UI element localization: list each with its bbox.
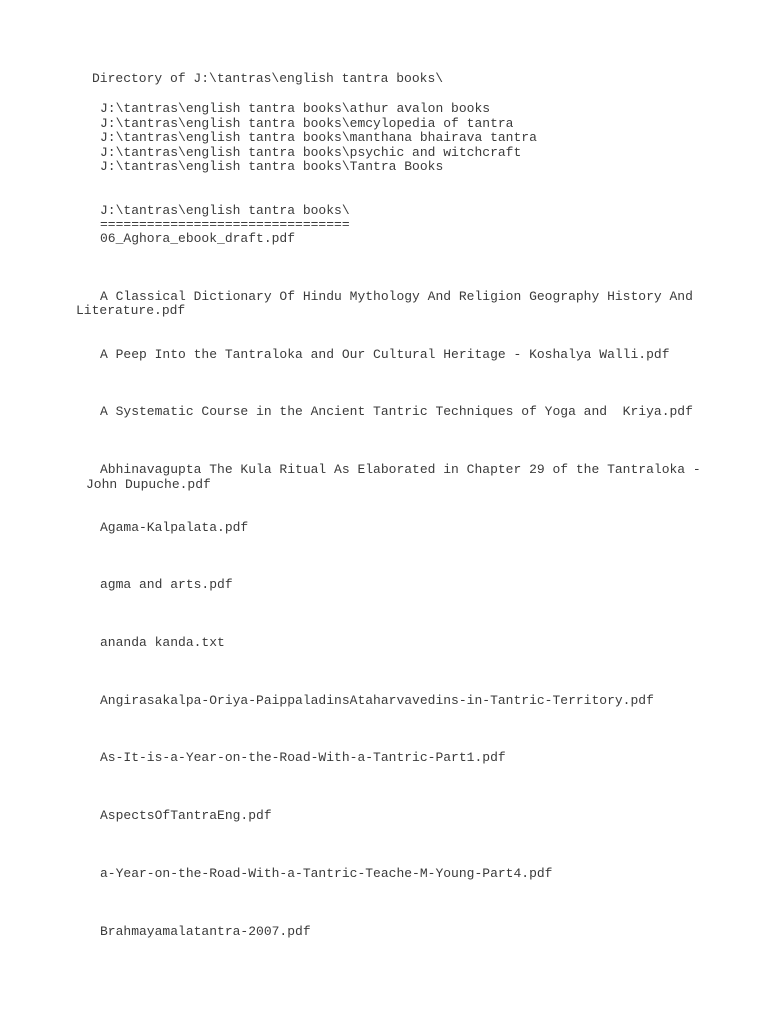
file-entry: Abhinavagupta The Kula Ritual As Elaborated in Chapter 29 of the Tantraloka -: [100, 462, 701, 477]
file-entry: 06_Aghora_ebook_draft.pdf: [100, 231, 296, 246]
file-entry-continuation: Literature.pdf: [76, 303, 186, 318]
file-entry: ananda kanda.txt: [100, 635, 225, 650]
directory-heading: Directory of J:\tantras\english tantra books\: [92, 71, 444, 86]
file-entry-continuation: John Dupuche.pdf: [86, 477, 211, 492]
subdirectory-item: J:\tantras\english tantra books\Tantra Books: [100, 159, 444, 174]
subdirectory-item: J:\tantras\english tantra books\emcylopedia of tantra: [100, 115, 514, 131]
subdirectory-item: J:\tantras\english tantra books\manthana bhairava tantra: [100, 130, 537, 145]
separator-rule: ================================: [100, 217, 350, 232]
file-entry: A Classical Dictionary Of Hindu Mythology And Religion Geography History And: [100, 289, 693, 304]
file-entry: agma and arts.pdf: [100, 577, 233, 592]
file-entry: Angirasakalpa-Oriya-PaippaladinsAtaharvavedins-in-Tantric-Territory.pdf: [100, 693, 654, 708]
current-directory: J:\tantras\english tantra books\: [100, 203, 350, 218]
subdirectory-item: J:\tantras\english tantra books\psychic and witchcraft: [100, 144, 522, 160]
file-entry: Brahmayamalatantra-2007.pdf: [100, 924, 311, 939]
file-entry: Agama-Kalpalata.pdf: [100, 520, 249, 535]
file-entry: AspectsOfTantraEng.pdf: [100, 808, 272, 823]
file-entry: As-It-is-a-Year-on-the-Road-With-a-Tantric-Part1.pdf: [100, 750, 506, 765]
file-entry: a-Year-on-the-Road-With-a-Tantric-Teache-M-Young-Part4.pdf: [100, 866, 553, 881]
file-entry: A Peep Into the Tantraloka and Our Cultural Heritage - Koshalya Walli.pdf: [100, 347, 670, 362]
subdirectory-item: J:\tantras\english tantra books\athur avalon books: [100, 101, 491, 116]
file-entry: A Systematic Course in the Ancient Tantric Techniques of Yoga and Kriya.pdf: [100, 404, 693, 419]
subdirectory-list: [100, 102, 537, 175]
